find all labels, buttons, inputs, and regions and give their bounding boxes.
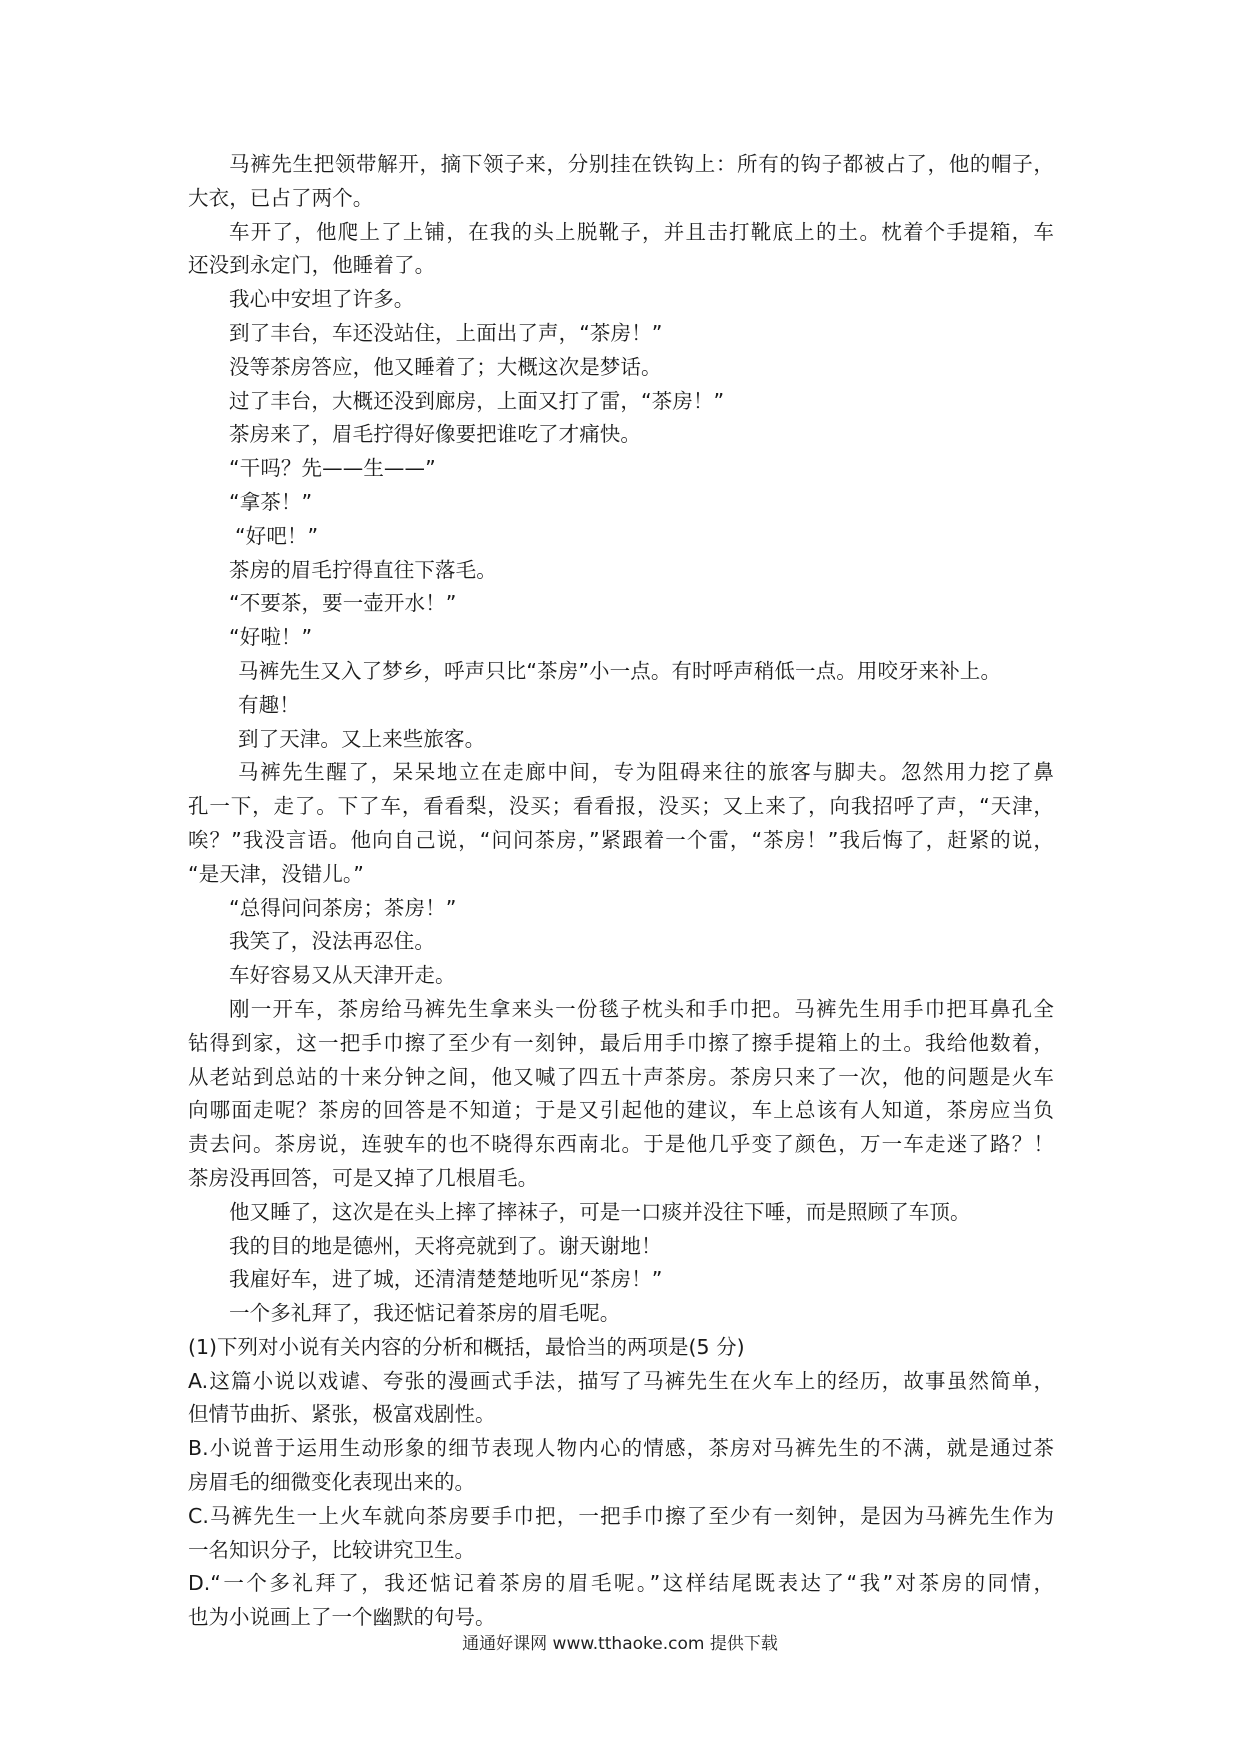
- question-option-line: 也为小说画上了一个幽默的句号。: [188, 1605, 496, 1630]
- footer-watermark: 通通好课网 www.tthaoke.com 提供下载: [462, 1634, 778, 1654]
- story-line: 茶房来了，眉毛拧得好像要把谁吃了才痛快。: [229, 422, 641, 447]
- story-line: “好啦！”: [229, 625, 313, 650]
- story-line: 向哪面走呢？茶房的回答是不知道；于是又引起他的建议，车上总该有人知道，茶房应当负: [188, 1098, 1054, 1123]
- story-line: 车好容易又从天津开走。: [229, 963, 456, 988]
- story-line: 唉？”我没言语。他向自己说，“问问茶房，”紧跟着一个雷，“茶房！”我后悔了，赶紧的说，: [188, 827, 1054, 852]
- story-line: “干吗？先——生——”: [229, 456, 436, 481]
- document-page: [188, 148, 1054, 1635]
- question-stem: (1)下列对小说有关内容的分析和概括，最恰当的两项是(5 分): [188, 1334, 745, 1359]
- question-option: [188, 1365, 1054, 1433]
- story-line: 从老站到总站的十来分钟之间，他又喊了四五十声茶房。茶房只来了一次，他的问题是火车: [188, 1064, 1054, 1089]
- story-line: “好吧！”: [235, 523, 319, 548]
- story-line: “拿茶！”: [229, 489, 313, 514]
- story-line: 茶房没再回答，可是又掉了几根眉毛。: [188, 1165, 539, 1190]
- story-line: 还没到永定门，他睡着了。: [188, 253, 436, 278]
- question-option-line: C.马裤先生一上火车就向茶房要手巾把，一把手巾擦了至少有一刻钟，是因为马裤先生作为: [188, 1503, 1054, 1528]
- story-line: 我笑了，没法再忍住。: [229, 929, 435, 954]
- story-line: 有趣！: [238, 692, 300, 717]
- story-line: 到了天津。又上来些旅客。: [238, 726, 486, 751]
- question-option-line: A.这篇小说以戏谑、夸张的漫画式手法，描写了马裤先生在火车上的经历，故事虽然简单，: [188, 1368, 1054, 1393]
- story-line: 钻得到家，这一把手巾擦了至少有一刻钟，最后用手巾擦了擦手提箱上的土。我给他数着，: [188, 1030, 1054, 1055]
- question-options: [188, 1365, 1054, 1635]
- story-line: 责去问。茶房说，连驶车的也不晓得东西南北。于是他几乎变了颜色，万一车走迷了路？！: [188, 1132, 1054, 1157]
- story-line: 刚一开车，茶房给马裤先生拿来头一份毯子枕头和手巾把。马裤先生用手巾把耳鼻孔全: [229, 996, 1054, 1021]
- story-line: 我心中安坦了许多。: [229, 287, 415, 312]
- story-line: 马裤先生醒了，呆呆地立在走廊中间，专为阻碍来往的旅客与脚夫。忽然用力挖了鼻: [238, 760, 1054, 785]
- story-line: 车开了，他爬上了上铺，在我的头上脱靴子，并且击打靴底上的土。枕着个手提箱，车: [229, 219, 1054, 244]
- story-line: “总得问问茶房；茶房！”: [229, 895, 457, 920]
- story-line: “不要茶，要一壶开水！”: [229, 591, 457, 616]
- story-line: “是天津，没错儿。”: [188, 861, 364, 886]
- question-option-line: D.“一个多礼拜了，我还惦记着茶房的眉毛呢。”这样结尾既表达了“我”对茶房的同情，: [188, 1571, 1054, 1596]
- question-option: [188, 1500, 1054, 1568]
- question-option-line: 房眉毛的细微变化表现出来的。: [188, 1470, 475, 1495]
- story-line: 大衣，已占了两个。: [188, 185, 374, 210]
- question-option: [188, 1567, 1054, 1635]
- question-option-line: 但情节曲折、紧张，极富戏剧性。: [188, 1402, 496, 1427]
- story-line: 过了丰台，大概还没到廊房，上面又打了雷，“茶房！”: [229, 388, 725, 413]
- story-line: 他又睡了，这次是在头上摔了摔袜子，可是一口痰并没往下唾，而是照顾了车顶。: [229, 1199, 971, 1224]
- story-line: 一个多礼拜了，我还惦记着茶房的眉毛呢。: [229, 1301, 621, 1326]
- story-line: 茶房的眉毛拧得直往下落毛。: [229, 557, 497, 582]
- question-block: [188, 1331, 1054, 1635]
- question-option: [188, 1432, 1054, 1500]
- story-line: 没等茶房答应，他又睡着了；大概这次是梦话。: [229, 354, 662, 379]
- story-line: 孔一下，走了。下了车，看看梨，没买；看看报，没买；又上来了，向我招呼了声，“天津，: [188, 794, 1054, 819]
- story-text: [188, 148, 1054, 1331]
- story-line: 马裤先生又入了梦乡，呼声只比“茶房”小一点。有时呼声稍低一点。用咬牙来补上。: [238, 658, 1002, 683]
- story-line: 我雇好车，进了城，还清清楚楚地听见“茶房！”: [229, 1267, 663, 1292]
- question-option-line: 一名知识分子，比较讲究卫生。: [188, 1537, 475, 1562]
- story-line: 我的目的地是德州，天将亮就到了。谢天谢地！: [229, 1233, 662, 1258]
- story-line: 马裤先生把领带解开，摘下领子来，分别挂在铁钩上：所有的钩子都被占了，他的帽子，: [229, 152, 1054, 176]
- question-option-line: B.小说普于运用生动形象的细节表现人物内心的情感，茶房对马裤先生的不满，就是通过茶: [188, 1436, 1054, 1461]
- story-line: 到了丰台，车还没站住，上面出了声，“茶房！”: [229, 320, 663, 345]
